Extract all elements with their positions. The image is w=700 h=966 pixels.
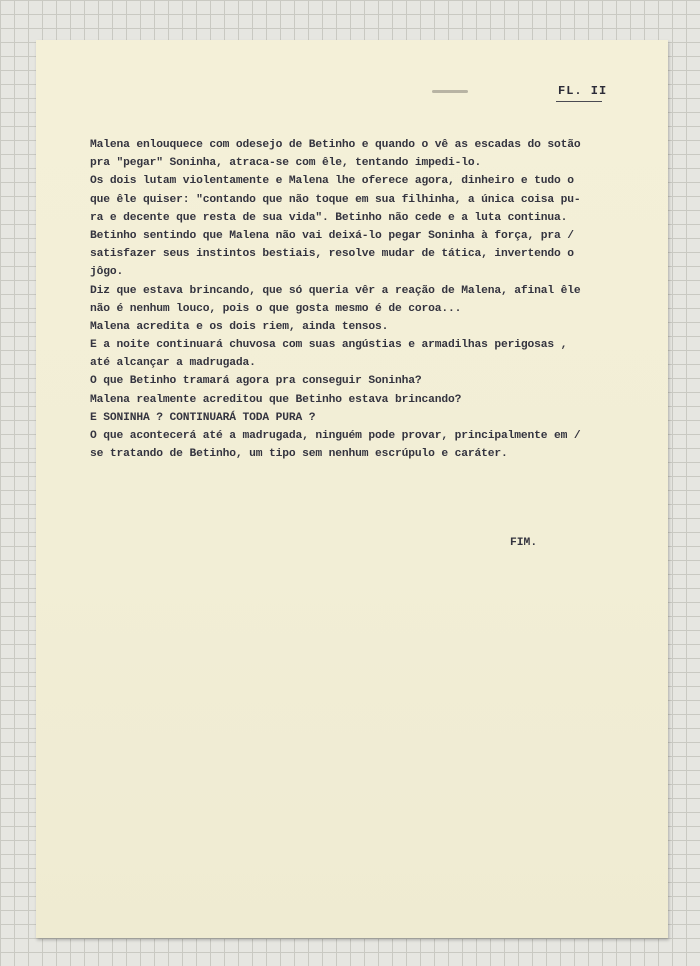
- text-line: O que acontecerá até a madrugada, ninguém pode provar, principalmente em /: [90, 430, 581, 442]
- text-line: até alcançar a madrugada.: [90, 357, 256, 370]
- text-line: E SONINHA ? CONTINUARÁ TODA PURA ?: [90, 411, 316, 424]
- text-line: Betinho sentindo que Malena não vai deixá-lo pegar Soninha à força, pra /: [90, 229, 574, 242]
- synopsis-text: [90, 136, 660, 463]
- page-number-label: FL. II: [558, 84, 608, 98]
- page-label-underline: [556, 101, 602, 102]
- text-line: E a noite continuará chuvosa com suas angústias e armadilhas perigosas ,: [90, 339, 568, 352]
- text-line: O que Betinho tramará agora pra conseguir Soninha?: [90, 375, 422, 388]
- text-line: ra e decente que resta de sua vida". Betinho não cede e a luta continua.: [90, 211, 568, 224]
- text-line: que êle quiser: "contando que não toque em sua filhinha, a única coisa pu-: [90, 193, 581, 206]
- text-line: se tratando de Betinho, um tipo sem nenhum escrúpulo e caráter.: [90, 448, 508, 461]
- closing-text: FIM.: [510, 537, 538, 549]
- text-line: não é nenhum louco, pois o que gosta mesmo é de coroa...: [90, 302, 462, 315]
- text-line: Malena enlouquece com odesejo de Betinho e quando o vê as escadas do sotão: [90, 139, 581, 151]
- text-line: Os dois lutam violentamente e Malena lhe oferece agora, dinheiro e tudo o: [90, 175, 574, 188]
- typewritten-page: [36, 40, 668, 938]
- text-line: Malena realmente acreditou que Betinho estava brincando?: [90, 393, 462, 406]
- text-line: satisfazer seus instintos bestiais, resolve mudar de tática, invertendo o: [90, 248, 574, 261]
- text-line: jôgo.: [90, 266, 124, 279]
- ink-smudge: [432, 90, 468, 93]
- text-line: Malena acredita e os dois riem, ainda tensos.: [90, 320, 389, 333]
- text-line: Diz que estava brincando, que só queria vêr a reação de Malena, afinal êle: [90, 284, 581, 297]
- text-line: pra "pegar" Soninha, atraca-se com êle, tentando impedi-lo.: [90, 157, 482, 170]
